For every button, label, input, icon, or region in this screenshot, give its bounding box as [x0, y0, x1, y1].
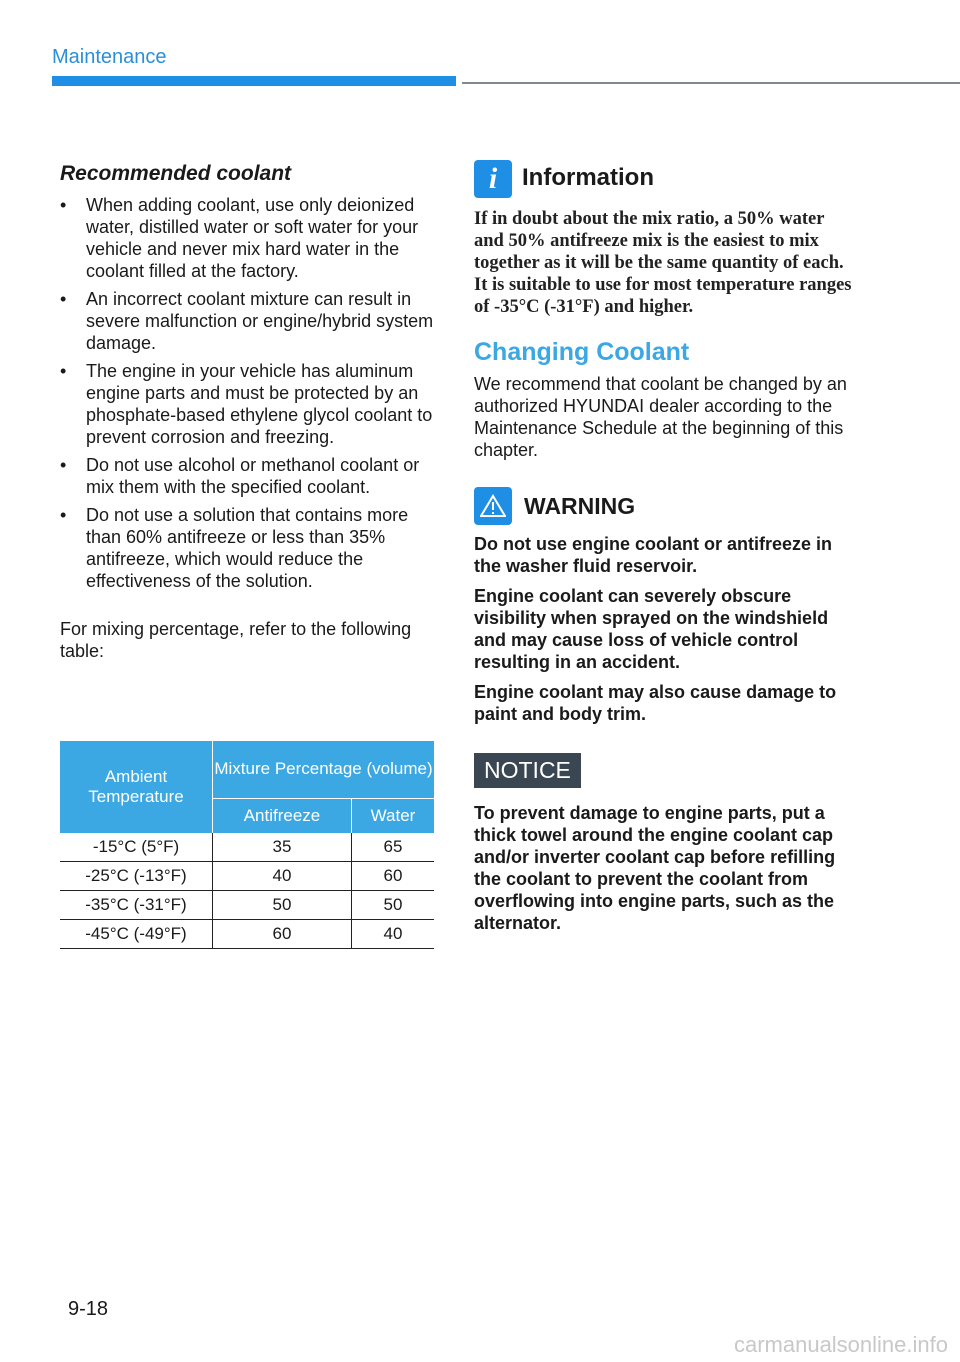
cell-temperature: -35°C (-31°F) [60, 891, 213, 920]
header-ambient-temperature: Ambient Temperature [60, 741, 213, 833]
bullet-icon: • [60, 505, 67, 525]
warning-title: WARNING [524, 492, 636, 519]
header-water: Water [351, 798, 434, 833]
list-item [60, 454, 438, 498]
cell-antifreeze: 60 [213, 920, 352, 949]
cell-temperature: -25°C (-13°F) [60, 862, 213, 891]
table-row [60, 833, 434, 862]
changing-coolant-heading: Changing Coolant [474, 338, 690, 366]
information-title: Information [522, 164, 654, 191]
table-row [60, 891, 434, 920]
warning-paragraph: Engine coolant can severely obscure visibility when sprayed on the windshield and may cause loss of vehicle control resulting in an accident. [474, 586, 829, 672]
mixing-intro-text: For mixing percentage, refer to the following table: [60, 619, 412, 661]
recommended-coolant-heading: Recommended coolant [60, 162, 292, 185]
bullet-icon: • [60, 195, 67, 215]
list-item [60, 194, 438, 282]
warning-paragraph: Engine coolant may also cause damage to paint and body trim. [474, 682, 837, 724]
bullet-icon: • [60, 361, 67, 381]
header-rule-gray [462, 82, 960, 84]
notice-badge: NOTICE [474, 753, 581, 788]
warning-triangle-icon [474, 487, 512, 525]
table-row [60, 862, 434, 891]
bullet-text: The engine in your vehicle has aluminum engine parts and must be protected by an phosphate-based ethylene glycol coolant to prevent corrosion and freezing. [86, 361, 433, 447]
cell-water: 40 [351, 920, 434, 949]
notice-body: To prevent damage to engine parts, put a thick towel around the engine coolant cap and/or inverter coolant cap before refilling the coolant to prevent the coolant from overflowing into engine parts, such as the alternator. [474, 803, 836, 933]
table-row [60, 920, 434, 949]
cell-temperature: -45°C (-49°F) [60, 920, 213, 949]
cell-antifreeze: 40 [213, 862, 352, 891]
bullet-text: When adding coolant, use only deionized water, distilled water or soft water for your vehicle and never mix hard water in the coolant filled at the factory. [86, 195, 419, 281]
information-header [474, 158, 854, 198]
information-body: If in doubt about the mix ratio, a 50% water and 50% antifreeze mix is the easiest to mix together as it will be the same quantity of each. It is suitable to use for most temperature ranges of -35°C (-31°F) and higher. [474, 209, 852, 317]
cell-antifreeze: 50 [213, 891, 352, 920]
cell-water: 65 [351, 833, 434, 862]
coolant-bullet-list [60, 194, 438, 592]
changing-coolant-body: We recommend that coolant be changed by an authorized HYUNDAI dealer according to the Maintenance Schedule at the beginning of this chapter. [474, 374, 847, 460]
bullet-text: Do not use alcohol or methanol coolant or mix them with the specified coolant. [86, 455, 420, 497]
right-column [474, 158, 854, 934]
header-rule-blue [52, 76, 456, 86]
list-item [60, 360, 438, 448]
cell-water: 60 [351, 862, 434, 891]
header-antifreeze: Antifreeze [213, 798, 352, 833]
cell-temperature: -15°C (5°F) [60, 833, 213, 862]
warning-header [474, 487, 854, 525]
bullet-icon: • [60, 455, 67, 475]
cell-water: 50 [351, 891, 434, 920]
section-title: Maintenance [52, 46, 167, 68]
page-number: 9-18 [68, 1298, 109, 1320]
warning-paragraph: Do not use engine coolant or antifreeze in the washer fluid reservoir. [474, 534, 833, 576]
header-mixture-percentage: Mixture Percentage (volume) [213, 741, 435, 798]
list-item [60, 288, 438, 354]
left-column [60, 158, 438, 662]
bullet-icon: • [60, 289, 67, 309]
watermark: carmanualsonline.info [733, 1332, 948, 1357]
list-item [60, 504, 438, 592]
information-icon: i [474, 160, 512, 198]
bullet-text: An incorrect coolant mixture can result in severe malfunction or engine/hybrid system damage. [86, 289, 434, 353]
bullet-text: Do not use a solution that contains more than 60% antifreeze or less than 35% antifreeze, which would reduce the effectiveness of the solution. [86, 505, 409, 591]
coolant-mixture-table [60, 741, 434, 949]
cell-antifreeze: 35 [213, 833, 352, 862]
